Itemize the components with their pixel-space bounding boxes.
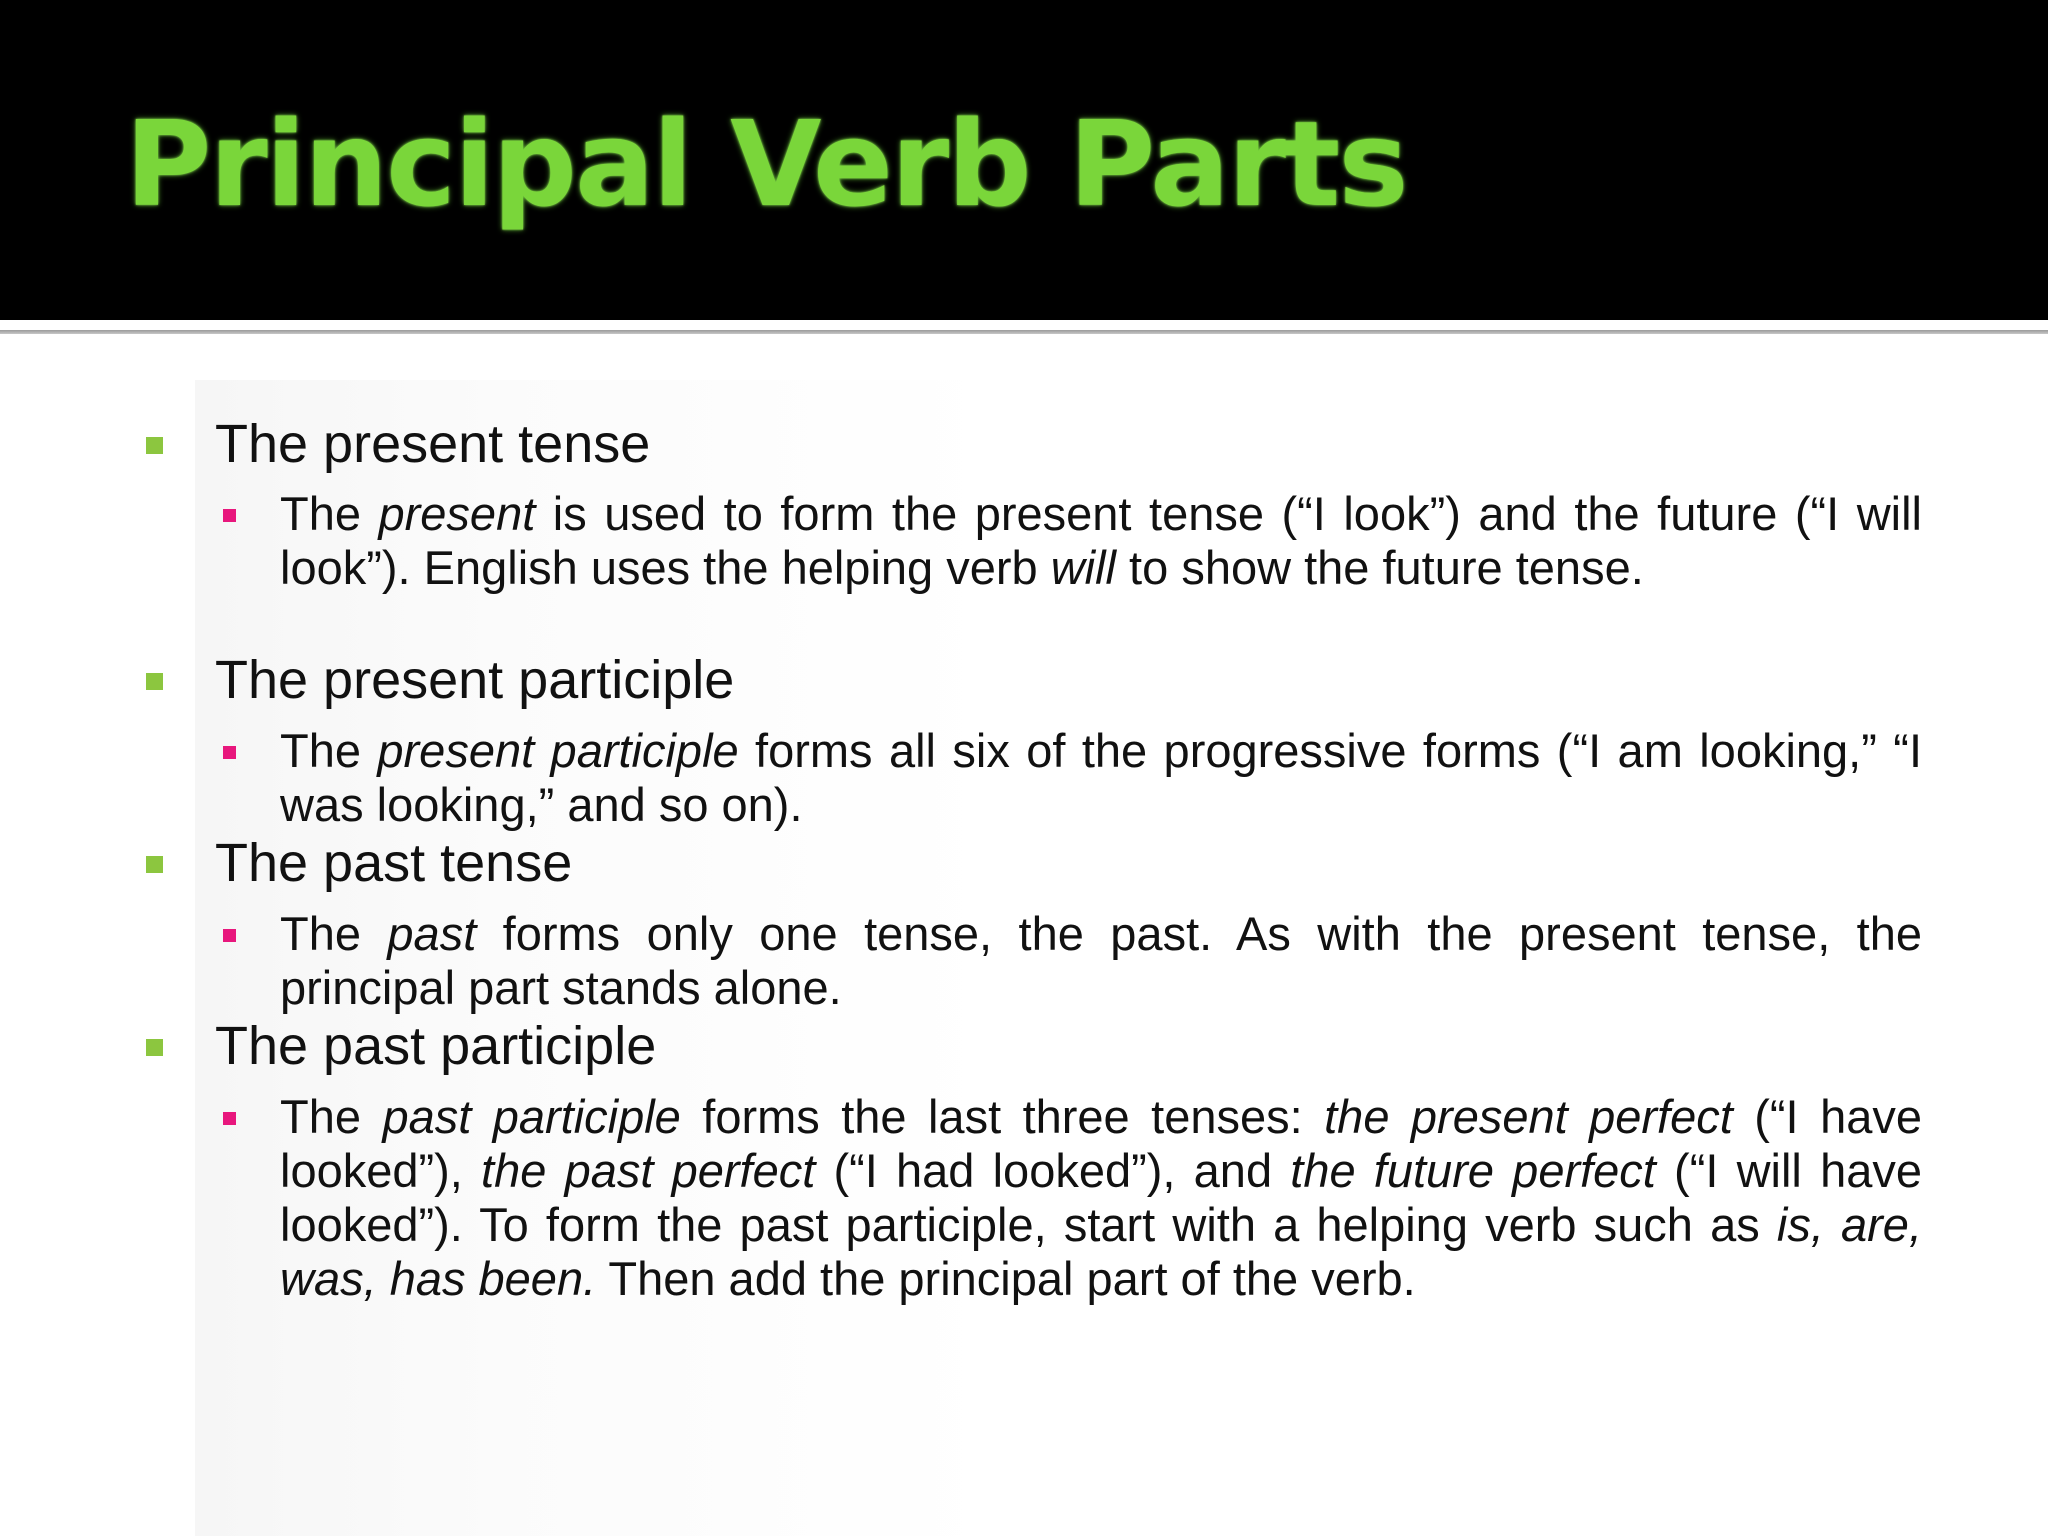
- detail-italic-text: the future perfect: [1290, 1144, 1656, 1197]
- detail-text: is used to form the present tense (“I look”) and the future (“I will look”). English uses the helping verb: [280, 487, 1922, 594]
- level1-bullet-icon: [146, 673, 163, 690]
- detail-text: The: [280, 907, 388, 960]
- outline-heading: The past tense: [215, 833, 573, 893]
- detail-italic-text: the present perfect: [1324, 1090, 1733, 1143]
- detail-text: forms only one tense, the past. As with the present tense, the principal part stands alone.: [280, 907, 1923, 1014]
- slide-title: Principal Verb Parts: [125, 95, 1407, 233]
- detail-text: to show the future tense.: [1116, 541, 1644, 594]
- detail-text: The: [280, 724, 378, 777]
- title-divider-gray: [0, 330, 2048, 334]
- outline-heading: The present tense: [215, 414, 651, 474]
- detail-text: The: [280, 487, 379, 540]
- detail-italic-text: past: [387, 907, 477, 960]
- detail-text: forms all six of the progressive forms (“I am looking,” “I was looking,” and so on).: [280, 724, 1922, 831]
- detail-text: forms the last three tenses:: [680, 1090, 1325, 1143]
- detail-text: (“I have looked”),: [280, 1090, 1922, 1197]
- detail-italic-text: is, are, was, has been.: [280, 1198, 1923, 1305]
- level1-bullet-icon: [146, 437, 163, 454]
- title-bar: [0, 0, 2048, 320]
- detail-text: The: [280, 1090, 383, 1143]
- detail-text: (“I will have looked”). To form the past participle, start with a helping verb such as: [280, 1144, 1922, 1251]
- detail-italic-text: present participle: [377, 724, 739, 777]
- outline-heading: The past participle: [215, 1016, 657, 1076]
- detail-italic-text: the past perfect: [481, 1144, 816, 1197]
- detail-text: (“I had looked”), and: [815, 1144, 1291, 1197]
- content-panel: [195, 380, 2048, 1536]
- title-divider-white: [0, 320, 2048, 330]
- level1-bullet-icon: [146, 856, 163, 873]
- detail-italic-text: past participle: [382, 1090, 681, 1143]
- outline-heading: The present participle: [215, 650, 735, 710]
- detail-text: Then add the principal part of the verb.: [596, 1252, 1416, 1305]
- detail-italic-text: will: [1050, 541, 1116, 594]
- level1-bullet-icon: [146, 1039, 163, 1056]
- detail-italic-text: present: [378, 487, 536, 540]
